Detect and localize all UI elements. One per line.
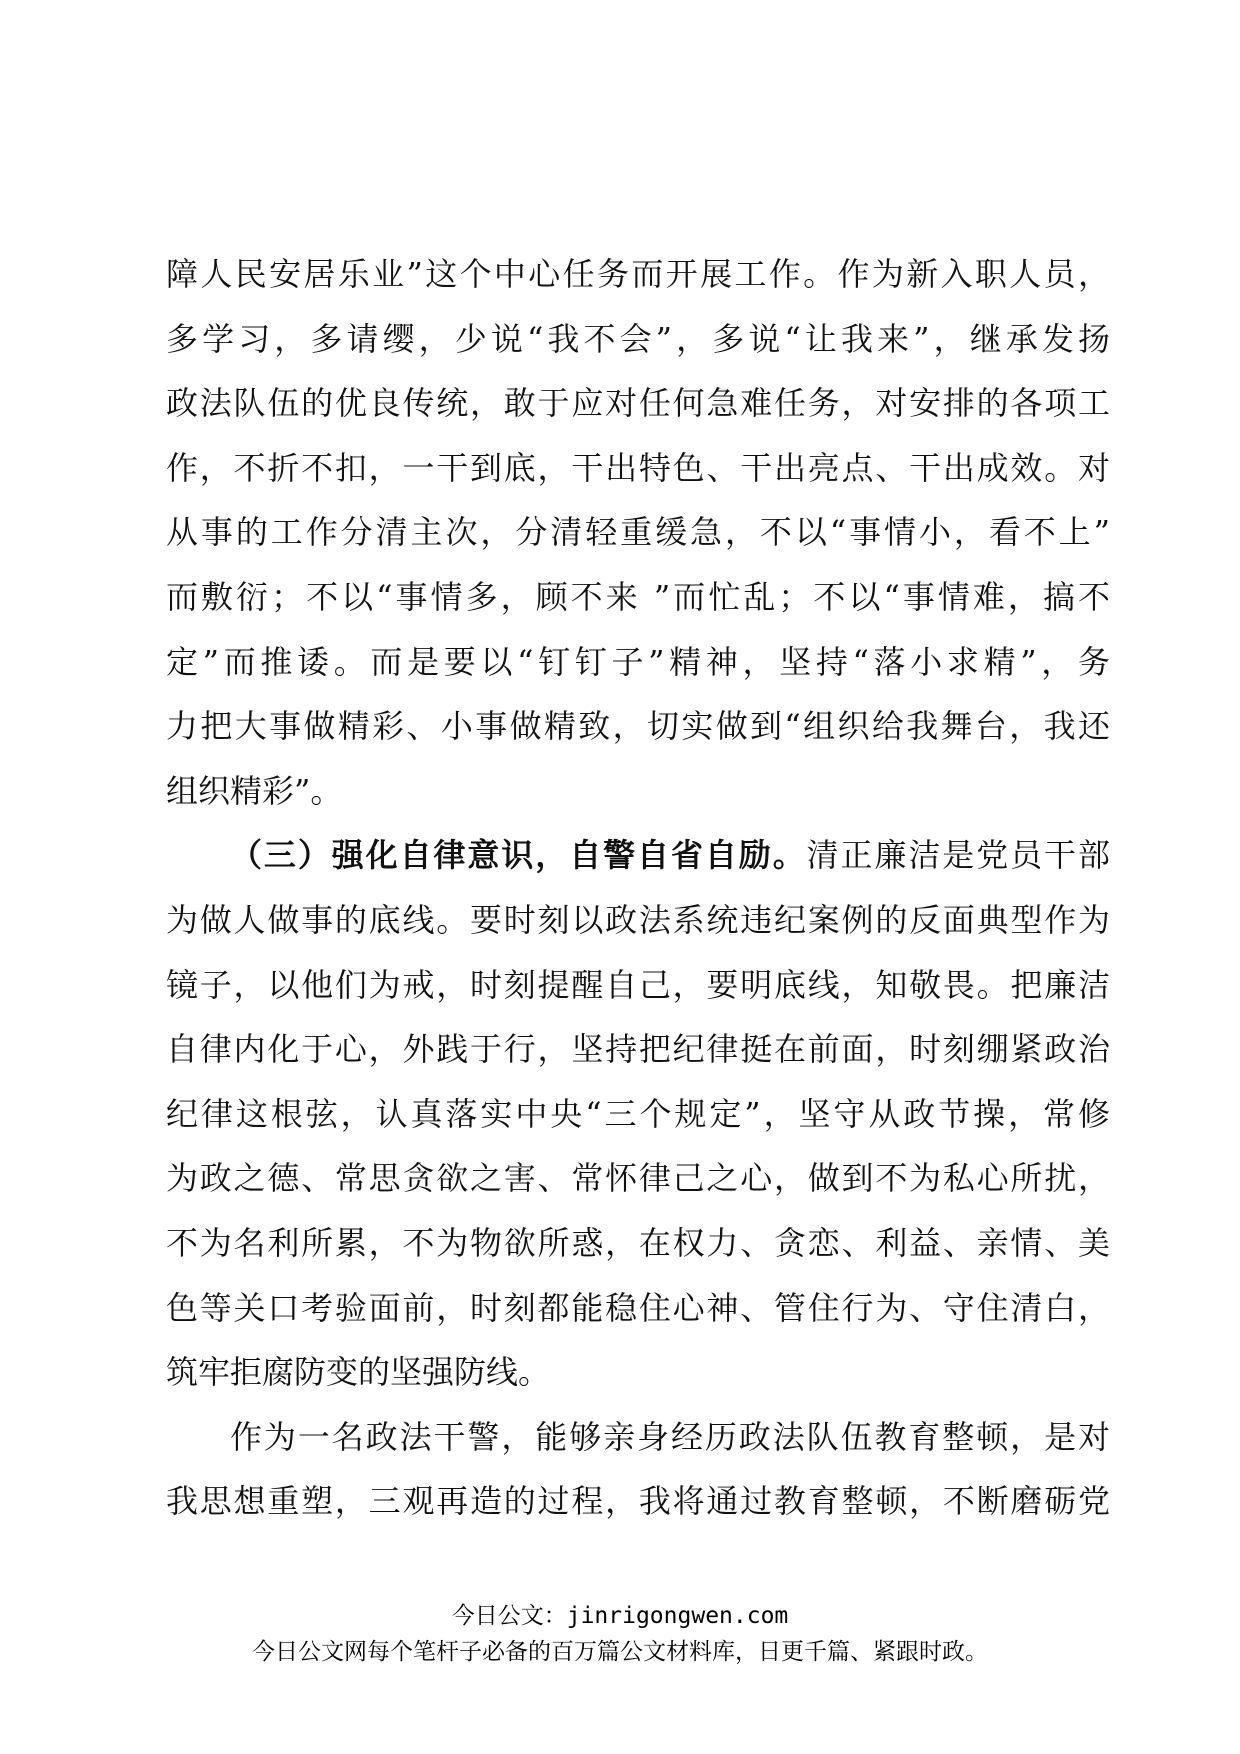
page-footer <box>0 1598 1240 1670</box>
footer-slogan: 今日公文网每个笔杆子必备的百万篇公文材料库，日更千篇、紧跟时政。 <box>252 1639 988 1665</box>
footer-site-link[interactable]: jinrigongwen.com <box>566 1603 789 1629</box>
body-line: 组织精彩”。 <box>166 771 343 810</box>
section-3-line: 不为名利所累，不为物欲所惑，在权力、贪恋、利益、亲情、美 <box>166 1223 1110 1262</box>
body-line: 作，不折不扣，一干到底，干出特色、干出亮点、干出成效。对 <box>166 448 1110 487</box>
section-3-line: 纪律这根弦，认真落实中央“三个规定”，坚守从政节操，常修 <box>166 1094 1110 1133</box>
body-line: 障人民安居乐业”这个中心任务而开展工作。作为新入职人员， <box>166 255 1110 293</box>
body-line: 力把大事做精彩、小事做精致，切实做到“组织给我舞台，我还 <box>166 707 1110 746</box>
section-3-first-line-text: 清正廉洁是党员干部 <box>806 836 1110 875</box>
footer-source <box>0 1598 1240 1634</box>
section-3-line: 为做人做事的底线。要时刻以政法系统违纪案例的反面典型作为 <box>166 900 1110 939</box>
body-line: 政法队伍的优良传统，敢于应对任何急难任务，对安排的各项工 <box>166 384 1110 423</box>
body-line: 多学习，多请缨，少说“我不会”，多说“让我来”，继承发扬 <box>166 319 1110 358</box>
section-3-line: 镜子，以他们为戒，时刻提醒自己，要明底线，知敬畏。把廉洁 <box>166 965 1110 1004</box>
section-3-line: 为政之德、常思贪欲之害、常怀律己之心，做到不为私心所扰， <box>166 1159 1110 1198</box>
closing-line: 作为一名政法干警，能够亲身经历政法队伍教育整顿，是对 <box>230 1417 1110 1456</box>
section-3-line: 色等关口考验面前，时刻都能稳住心神、管住行为、守住清白， <box>166 1288 1110 1327</box>
section-3-heading: （三）强化自律意识，自警自省自励。 <box>230 836 807 875</box>
section-3-line: 筑牢拒腐防变的坚强防线。 <box>166 1353 551 1392</box>
document-body <box>166 242 1110 1534</box>
section-3-first-line <box>166 823 1110 888</box>
body-line: 从事的工作分清主次，分清轻重缓急，不以“事情小，看不上” <box>166 513 1110 552</box>
section-3-line: 自律内化于心，外践于行，坚持把纪律挺在前面，时刻绷紧政治 <box>166 1030 1110 1069</box>
body-line: 定”而推诿。而是要以“钉钉子”精神，坚持“落小求精”，务 <box>166 642 1110 681</box>
body-line: 而敷衍；不以“事情多，顾不来 ”而忙乱；不以“事情难，搞不 <box>166 577 1110 616</box>
closing-line: 我思想重塑，三观再造的过程，我将通过教育整顿，不断磨砺党 <box>166 1482 1110 1521</box>
footer-label: 今日公文： <box>451 1603 567 1629</box>
